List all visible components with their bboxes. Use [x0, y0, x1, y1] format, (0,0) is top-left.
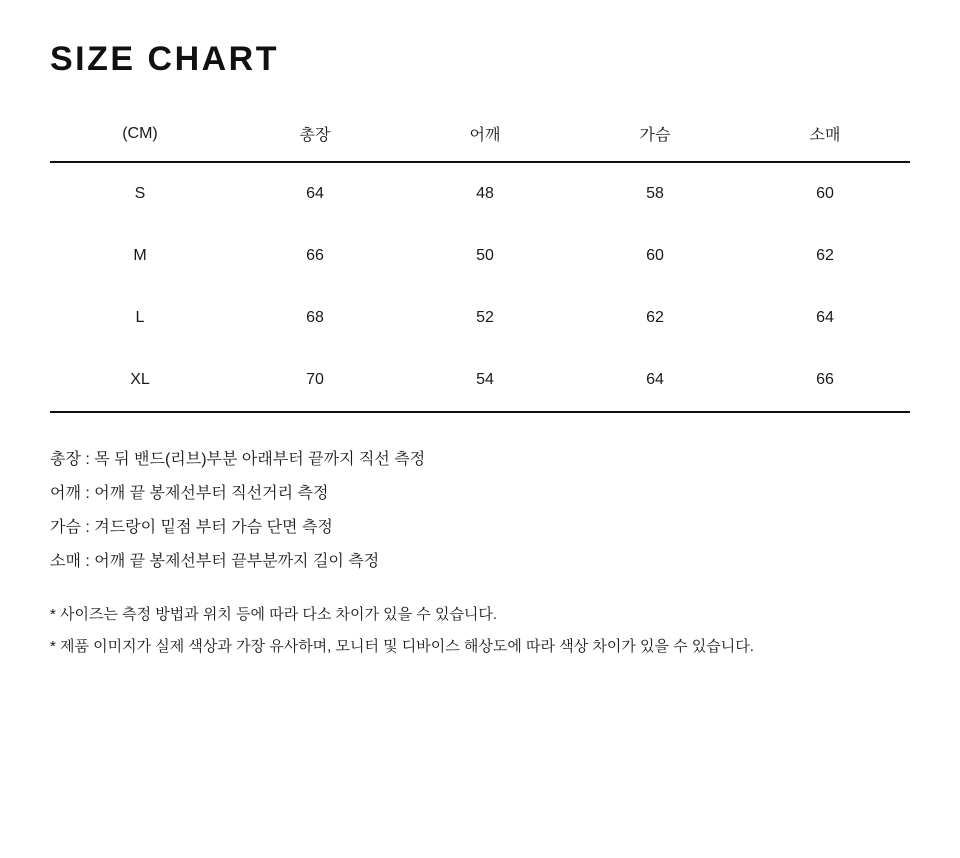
measurement-note-shoulder: 어깨 : 어깨 끝 봉제선부터 직선거리 측정	[50, 485, 329, 502]
cell-sleeve: 62	[816, 247, 834, 264]
column-header-unit: (CM)	[122, 124, 158, 142]
footnote-color-difference: * 제품 이미지가 실제 색상과 가장 유사하며, 모니터 및 디바이스 해상도에 따라 색상 차이가 있을 수 있습니다.	[50, 638, 754, 655]
measurement-note-chest: 가슴 : 겨드랑이 밑점 부터 가슴 단면 측정	[50, 519, 333, 536]
cell-size-label: S	[134, 185, 146, 202]
table-body	[50, 162, 910, 412]
table-row	[50, 162, 910, 225]
cell-chest: 62	[646, 309, 664, 326]
measurement-notes	[50, 443, 910, 579]
table-header	[50, 114, 910, 162]
page-title: SIZE CHART	[50, 40, 279, 78]
footnote-size-tolerance: * 사이즈는 측정 방법과 위치 등에 따라 다소 차이가 있을 수 있습니다.	[50, 606, 498, 623]
table-row	[50, 287, 910, 349]
cell-chest: 64	[646, 371, 664, 388]
table-row	[50, 225, 910, 287]
cell-size-label: L	[135, 309, 145, 326]
cell-size-label: M	[133, 247, 147, 264]
cell-length: 66	[306, 247, 324, 264]
cell-length: 64	[306, 185, 324, 202]
measurement-note-sleeve: 소매 : 어깨 끝 봉제선부터 끝부분까지 길이 측정	[50, 553, 380, 570]
footnotes	[50, 599, 910, 663]
measurement-note-length: 총장 : 목 뒤 밴드(리브)부분 아래부터 끝까지 직선 측정	[50, 451, 426, 468]
size-chart-table	[50, 114, 910, 413]
cell-shoulder: 50	[476, 247, 494, 264]
column-header-shoulder: 어깨	[469, 127, 501, 144]
cell-chest: 58	[646, 185, 664, 202]
cell-sleeve: 64	[816, 309, 834, 326]
cell-length: 68	[306, 309, 324, 326]
cell-shoulder: 48	[476, 185, 494, 202]
table-row	[50, 349, 910, 412]
cell-length: 70	[306, 371, 324, 388]
column-header-chest: 가슴	[639, 127, 671, 144]
cell-sleeve: 66	[816, 371, 834, 388]
cell-shoulder: 54	[476, 371, 494, 388]
column-header-sleeve: 소매	[809, 127, 841, 144]
cell-chest: 60	[646, 247, 664, 264]
column-header-length: 총장	[299, 127, 331, 144]
table-header-row	[50, 114, 910, 162]
cell-shoulder: 52	[476, 309, 494, 326]
cell-sleeve: 60	[816, 185, 834, 202]
size-chart-table-wrapper	[50, 114, 910, 413]
cell-size-label: XL	[130, 371, 150, 388]
